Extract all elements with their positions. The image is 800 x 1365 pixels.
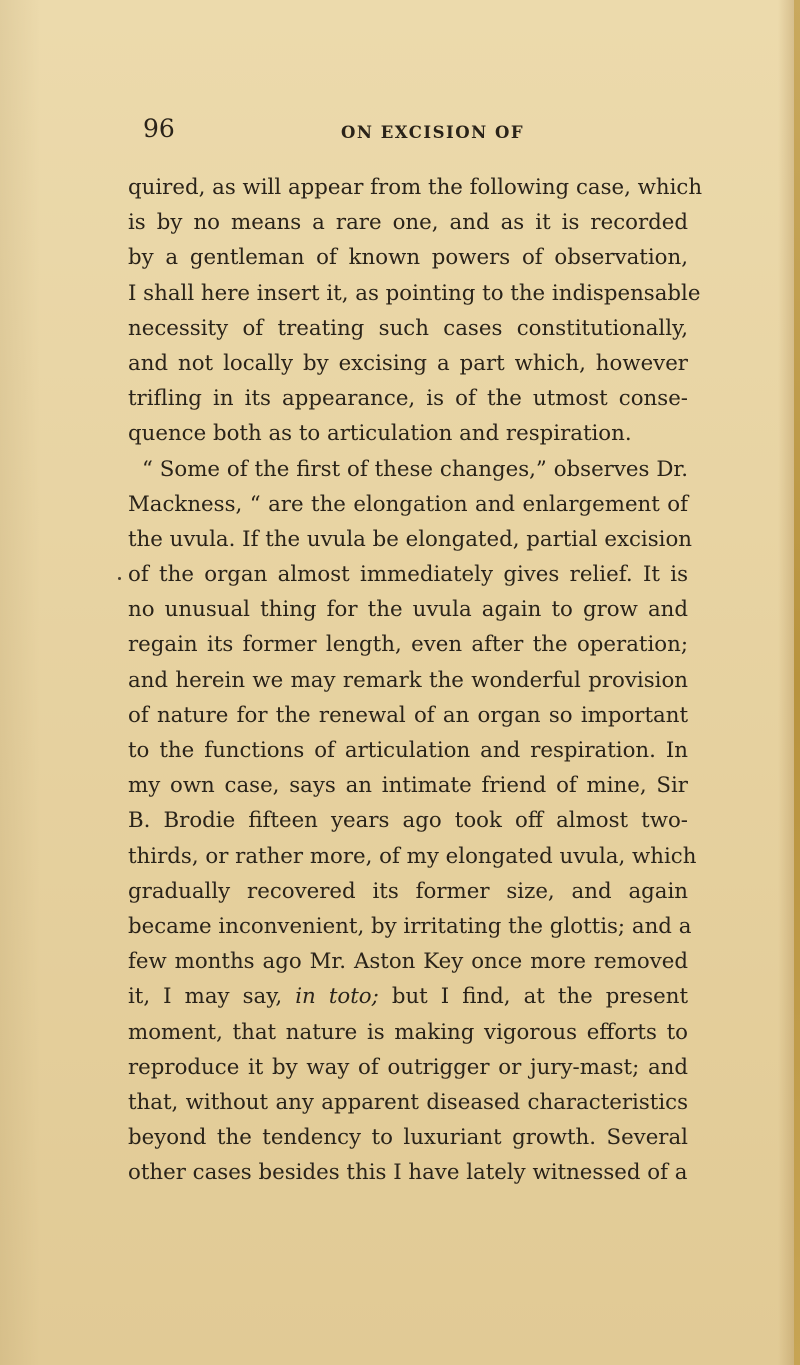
italic-phrase: in toto; (295, 984, 379, 1010)
text-line: my own case, says an intimate friend of mine, Sir (128, 773, 688, 799)
text-line: to the functions of articulation and respiration. In (128, 738, 688, 763)
text-line: and herein we may remark the wonderful provision (128, 667, 688, 693)
text-line: the uvula. If the uvula be elongated, partial excision (128, 526, 693, 552)
body-text (128, 170, 703, 1190)
page-number: 96 (143, 114, 175, 143)
text-segment: but I find, at the present (391, 984, 689, 1010)
text-line: moment, that nature is making vigorous efforts to (128, 1019, 688, 1045)
text-line: few months ago Mr. Aston Key once more removed (128, 949, 688, 975)
text-line: is by no means a rare one, and as it is recorded (128, 210, 688, 236)
text-line: that, without any apparent diseased characteristics (128, 1089, 688, 1115)
margin-speck (118, 577, 121, 580)
text-line: trifling in its appearance, is of the utmost conse- (128, 386, 688, 412)
text-line: beyond the tendency to luxuriant growth. Several (128, 1125, 688, 1151)
text-line: no unusual thing for the uvula again to grow and (128, 597, 688, 623)
text-line: I shall here insert it, as pointing to the indispensable (128, 280, 701, 306)
text-line: Mackness, “ are the elongation and enlargement of (128, 491, 688, 517)
text-line: B. Brodie fifteen years ago took off almost two- (128, 808, 688, 834)
text-line: thirds, or rather more, of my elongated uvula, which (128, 843, 697, 869)
text-line: of the organ almost immediately gives relief. It is (128, 562, 688, 588)
text-line: and not locally by excising a part which, however (128, 350, 688, 376)
text-line: other cases besides this I have lately witnessed of a (128, 1160, 688, 1186)
text-line: necessity of treating such cases constitutionally, (128, 315, 688, 341)
text-line: “ Some of the first of these changes,” observes Dr. (142, 456, 688, 482)
running-head: ON EXCISION OF (341, 123, 525, 142)
text-line: became inconvenient, by irritating the glottis; and a (128, 913, 692, 939)
text-line: regain its former length, even after the operation; (128, 632, 688, 658)
text-line: reproduce it by way of outrigger or jury-mast; and (128, 1054, 688, 1080)
text-line: gradually recovered its former size, and again (128, 878, 688, 904)
text-line: quence both as to articulation and respiration. (128, 421, 632, 447)
text-line: quired, as will appear from the following case, which (128, 175, 703, 200)
text-segment: it, I may say, (128, 984, 283, 1010)
text-line-mixed (128, 979, 688, 1014)
text-line: of nature for the renewal of an organ so important (128, 702, 688, 728)
text-line: by a gentleman of known powers of observation, (128, 245, 688, 271)
page-edge (794, 0, 800, 1365)
